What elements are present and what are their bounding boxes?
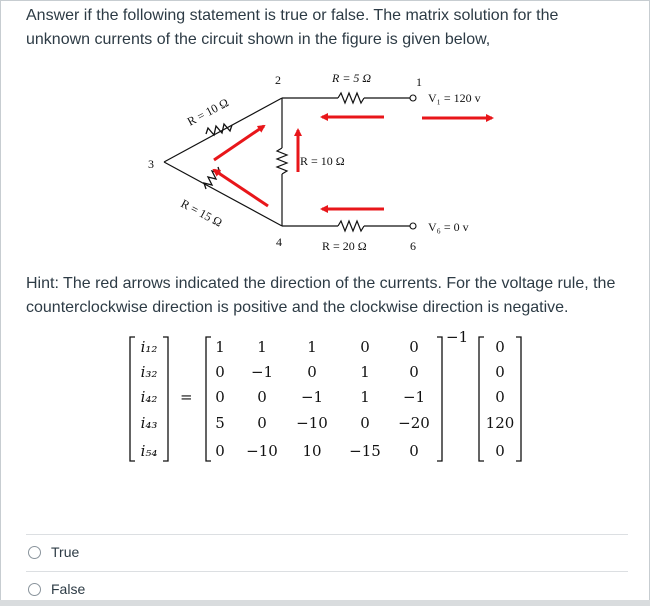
resistor-label-bottom: R = 20 Ω (322, 239, 367, 253)
node-label-3: 3 (148, 157, 154, 171)
rhs-entry: 0 (495, 442, 505, 460)
matrix-cell: 0 (409, 363, 419, 381)
bracket-right-unknowns (163, 337, 168, 461)
voltage-label-v1: V₁ = 120 v (428, 91, 481, 105)
resistor-label-upper-left: R = 10 Ω (184, 95, 231, 129)
matrix-cell: 1 (360, 363, 370, 381)
rhs-entry: 120 (485, 414, 515, 432)
matrix-cell: 0 (257, 388, 267, 406)
matrix-cell: 0 (215, 363, 225, 381)
inverse-exponent: −1 (446, 328, 469, 346)
bracket-left-unknowns (130, 337, 135, 461)
option-true[interactable] (28, 540, 79, 564)
matrix-cell: 10 (302, 442, 322, 460)
matrix-cell: −1 (250, 363, 274, 381)
matrix-cell: −20 (398, 414, 430, 432)
node-label-1: 1 (416, 75, 422, 89)
rhs-entry: 0 (495, 338, 505, 356)
resistor-label-top: R = 5 Ω (332, 71, 372, 85)
option-true-label: True (51, 544, 80, 560)
bracket-right-matrix (437, 337, 442, 461)
unknown-vector (141, 338, 158, 460)
matrix-cell: 1 (360, 388, 370, 406)
matrix-cell: 0 (360, 414, 370, 432)
matrix-cell: 0 (360, 338, 370, 356)
bracket-right-rhs (516, 337, 521, 461)
unknown-entry: i₃₂ (140, 363, 158, 381)
matrix-cell: 0 (409, 338, 419, 356)
radio-false[interactable] (28, 583, 41, 596)
matrix-cell: −10 (296, 414, 328, 432)
matrix-cell: 1 (307, 338, 317, 356)
unknown-entry: i₁₂ (140, 338, 158, 356)
option-false[interactable] (28, 577, 85, 601)
matrix-cell: 5 (215, 414, 225, 432)
resistor-label-lower-left: R = 15 Ω (178, 196, 225, 230)
bracket-left-rhs (479, 337, 484, 461)
matrix-cell: 0 (409, 442, 419, 460)
matrix-cell: 0 (257, 414, 267, 432)
matrix-cell: 0 (307, 363, 317, 381)
unknown-entry: i₅₄ (140, 442, 158, 460)
node-label-4: 4 (276, 235, 282, 249)
separator-middle (26, 571, 628, 572)
matrix-cell: 1 (215, 338, 225, 356)
resistor-label-middle: R = 10 Ω (300, 154, 345, 168)
node-label-2: 2 (275, 73, 281, 87)
separator-top (26, 534, 628, 535)
radio-true[interactable] (28, 546, 41, 559)
rhs-entry: 0 (495, 388, 505, 406)
hint-text: Hint: The red arrows indicated the direction of the currents. For the voltage rule, the counterclockwise direction is positive and the clockwise direction is negative. (26, 275, 616, 316)
matrix-cell: −10 (246, 442, 278, 460)
question-text: Answer if the following statement is true or false. The matrix solution for the unknown currents of the circuit shown in the figure is given below, (26, 7, 559, 48)
bracket-left-matrix (206, 337, 211, 461)
option-false-label: False (51, 581, 86, 597)
node-label-6: 6 (410, 239, 416, 253)
equals-sign: = (180, 388, 193, 406)
unknown-entry: i₄₃ (140, 414, 158, 432)
matrix-cell: 1 (257, 338, 267, 356)
voltage-label-v6: V₆ = 0 v (428, 220, 469, 234)
matrix-cell: 0 (215, 442, 225, 460)
matrix-cell: −1 (300, 388, 324, 406)
coefficient-matrix (215, 338, 430, 460)
matrix-cell: −15 (349, 442, 381, 460)
matrix-cell: 0 (215, 388, 225, 406)
matrix-cell: −1 (402, 388, 426, 406)
unknown-entry: i₄₂ (140, 388, 158, 406)
rhs-entry: 0 (495, 363, 505, 381)
rhs-vector (486, 338, 515, 460)
bottom-scrollbar (0, 600, 650, 606)
